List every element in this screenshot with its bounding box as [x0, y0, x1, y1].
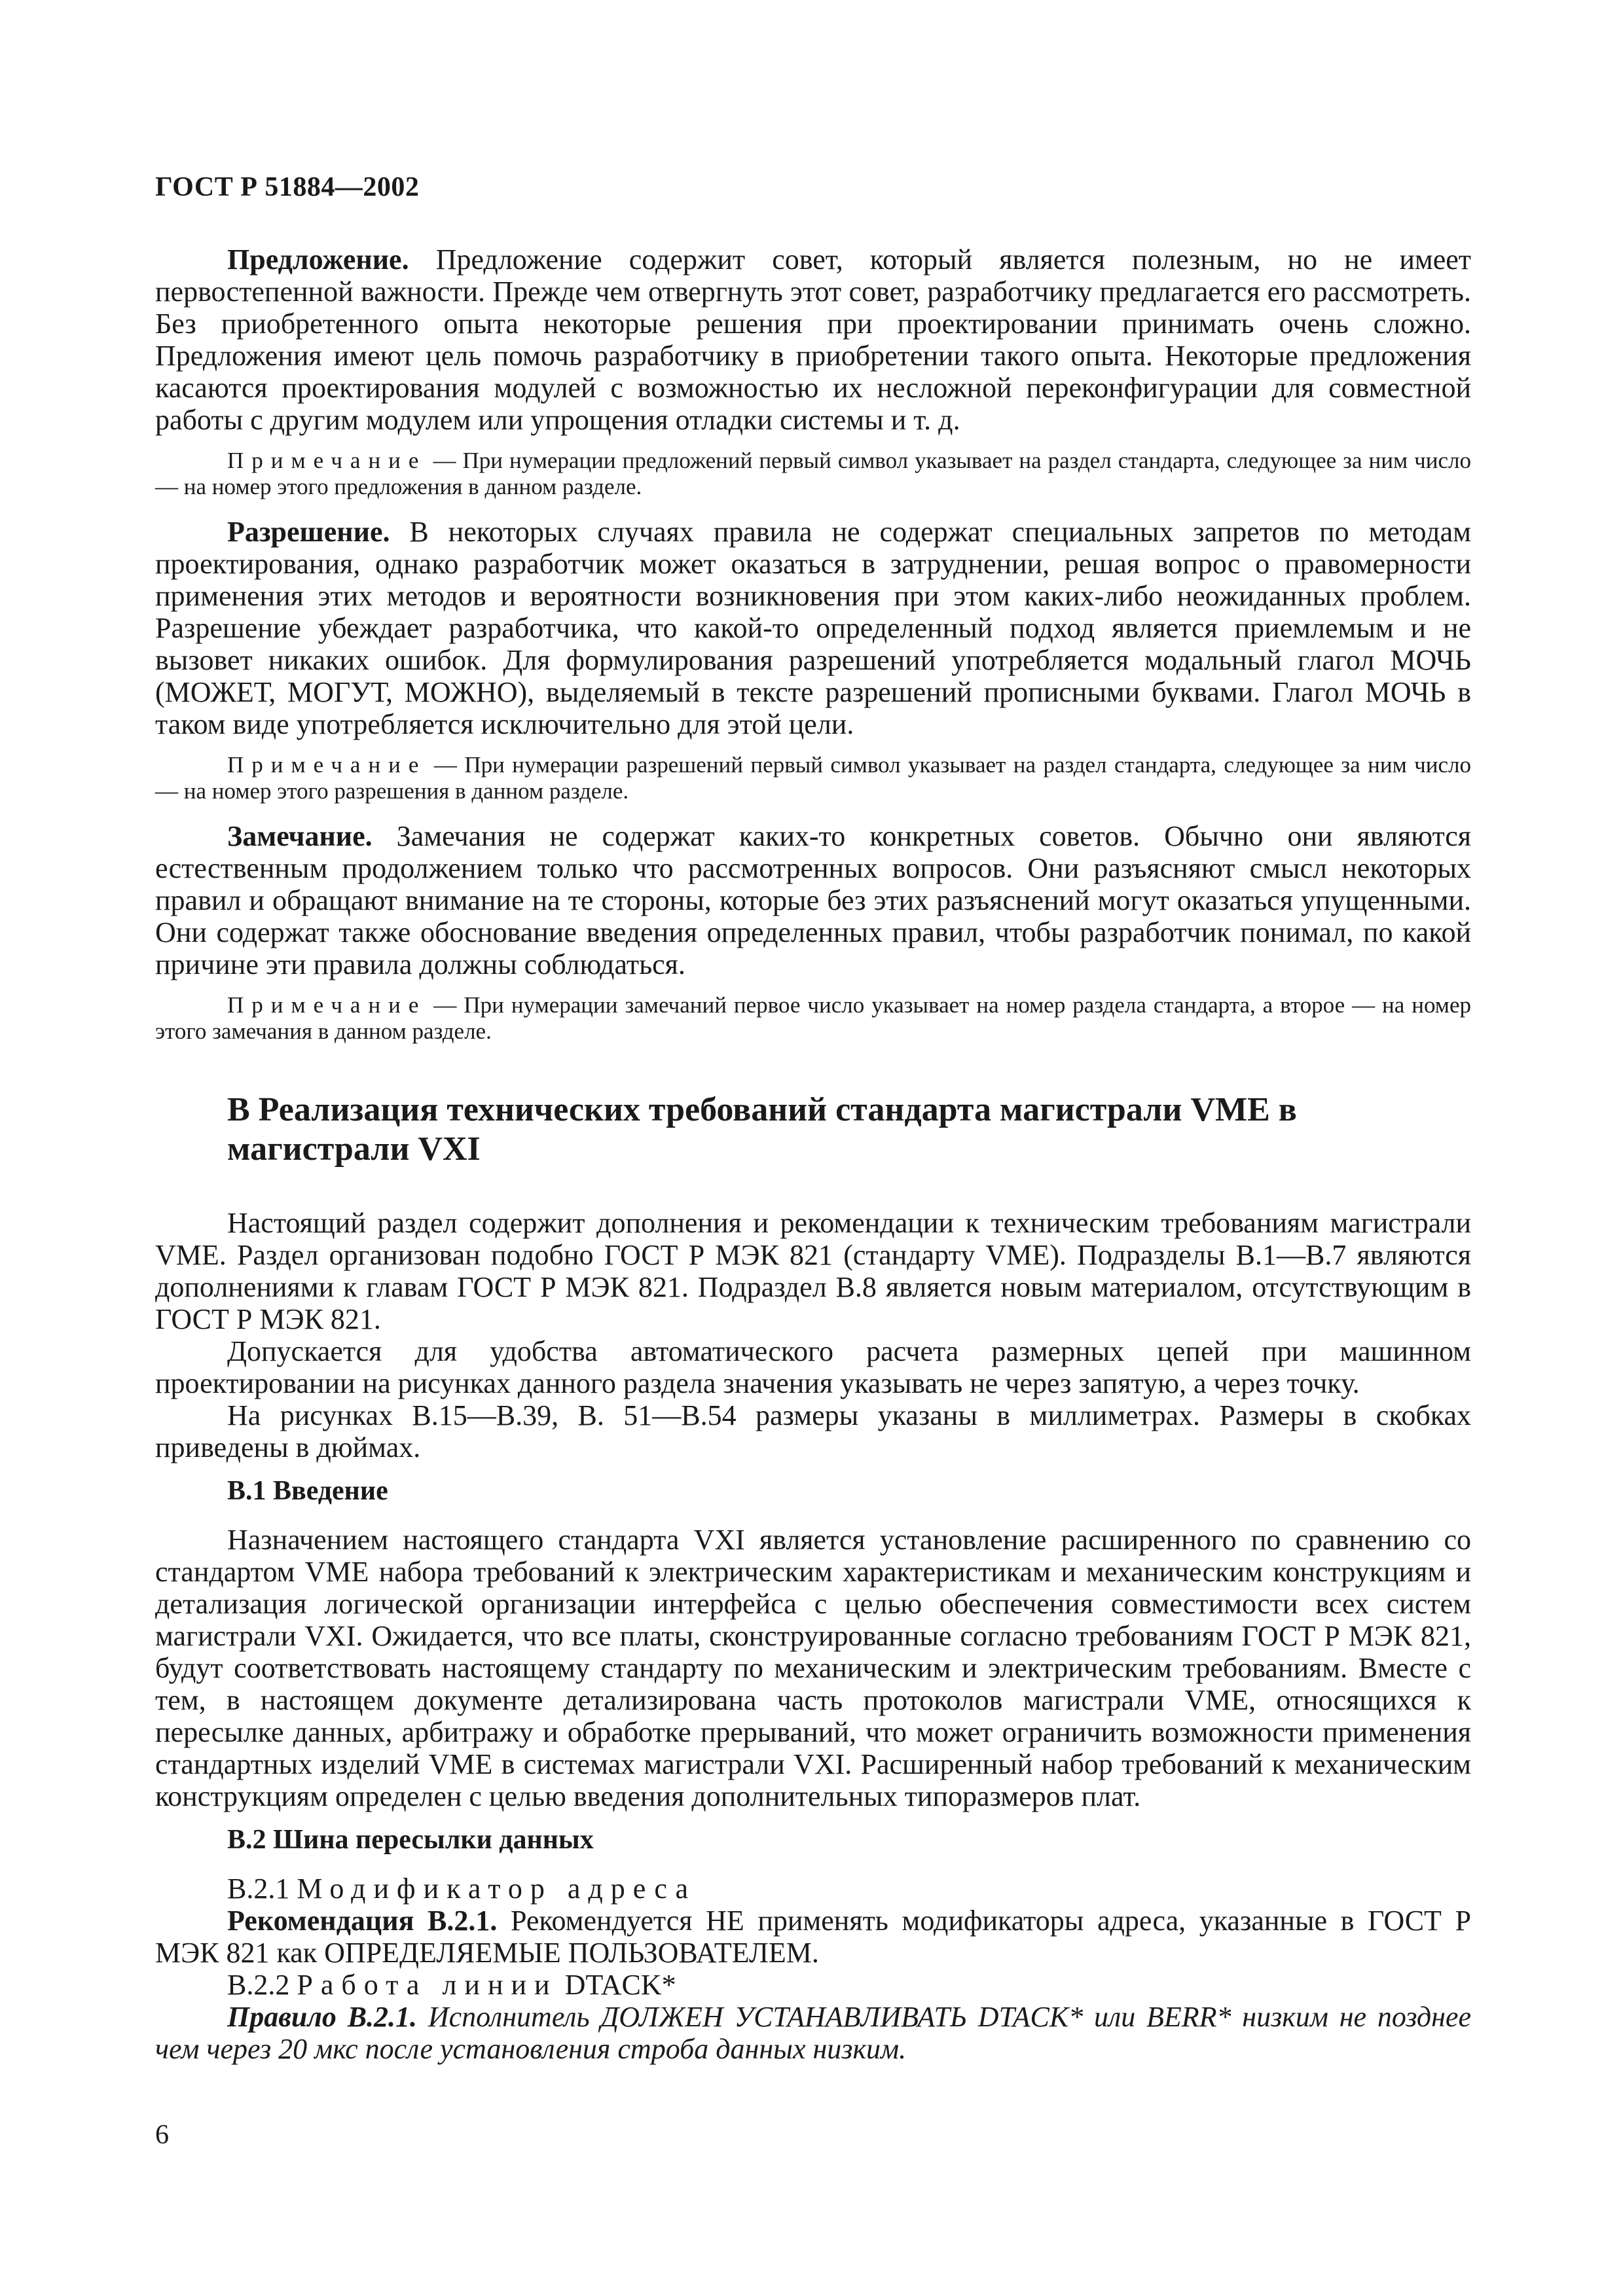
subsection-b2-heading: В.2 Шина пересылки данных	[227, 1825, 594, 1855]
note-text: — При нумерации разрешений первый символ указывает на раздел стандарта, следующее за ним число — на номер этого разрешения в данном разделе.	[155, 752, 1471, 804]
rule-term: Правило В.2.1.	[227, 2001, 418, 2033]
term-remark: Замечание.	[227, 820, 373, 852]
paragraph-text: Замечания не содержат каких-то конкретных советов. Обычно они являются естественным продолжением только что рассмотренных вопросов. Они разъясняют смысл некоторых правил и обращают внимание на те стороны, которые без этих разъяснений могут оказаться упущенными. Они содержат также обоснование введения определенных правил, чтобы разработчик понимал, по какой причине эти правила должны соблюдаться.	[155, 820, 1471, 980]
paragraph-remark	[155, 820, 1471, 980]
document-header: ГОСТ Р 51884—2002	[155, 172, 420, 202]
clause-b21-heading	[155, 1873, 1471, 1905]
note-label: Примечание	[227, 752, 427, 778]
note-permission	[155, 752, 1471, 804]
term-suggestion: Предложение.	[227, 243, 409, 276]
recommendation-b21	[155, 1905, 1471, 1969]
clause-number: В.2.1	[227, 1873, 297, 1905]
subsection-b1-heading: В.1 Введение	[227, 1476, 388, 1506]
note-remark	[155, 992, 1471, 1045]
paragraph-permission	[155, 516, 1471, 740]
subsection-b1-text: Назначением настоящего стандарта VXI является установление расширенного по сравнению со стандартом VME набора требований к электрическим характеристикам и механическим конструкциям и детализация логической организации интерфейса с целью обеспечения совместимости всех систем магистрали VXI. Ожидается, что все платы, сконструированные согласно требованиям ГОСТ Р МЭК 821, будут соответствовать настоящему стандарту по механическим и электрическим требованиям. Вместе с тем, в настоящем документе детализирована часть протоколов магистрали VME, относящихся к пересылке данных, арбитражу и обработке прерываний, что может ограничить возможности применения стандартных изделий VME в системах магистрали VXI. Расширенный набор требований к механическим конструкциям определен с целью введения дополнительных типоразмеров плат.	[155, 1524, 1471, 1812]
page-content	[155, 243, 1471, 2065]
note-label: Примечание	[227, 448, 427, 473]
section-b-intro-3: На рисунках В.15—В.39, В. 51—В.54 размеры указаны в миллиметрах. Размеры в скобках приведены в дюймах.	[155, 1399, 1471, 1463]
note-suggestion	[155, 448, 1471, 500]
recommendation-text: Рекомендуется НЕ применять модификаторы адреса, указанные в ГОСТ Р МЭК 821 как ОПРЕДЕЛЯЕМЫЕ ПОЛЬЗОВАТЕЛЕМ.	[155, 1905, 1471, 1969]
clause-signal: DTACK*	[557, 1969, 676, 2001]
paragraph-text: Предложение содержит совет, который является полезным, но не имеет первостепенной важности. Прежде чем отвергнуть этот совет, разработчику предлагается его рассмотреть. Без приобретенного опыта некоторые решения при проектировании принимать очень сложно. Предложения имеют цель помочь разработчику в приобретении такого опыта. Некоторые предложения касаются проектирования модулей с возможностью их несложной переконфигурации для совместной работы с другим модулем или упрощения отладки системы и т. д.	[155, 243, 1471, 436]
clause-b22-heading	[155, 1969, 1471, 2001]
rule-b21	[155, 2001, 1471, 2065]
clause-title: Работа линии	[297, 1969, 558, 2001]
section-b-title: В Реализация технических требований стандарта магистрали VME в магистрали VXI	[227, 1091, 1297, 1168]
term-permission: Разрешение.	[227, 516, 390, 548]
section-b-intro-1: Настоящий раздел содержит дополнения и рекомендации к техническим требованиям магистрали VME. Раздел организован подобно ГОСТ Р МЭК 821 (стандарту VME). Подразделы В.1—В.7 являются дополнениями к главам ГОСТ Р МЭК 821. Подраздел В.8 является новым материалом, отсутствующим в ГОСТ Р МЭК 821.	[155, 1207, 1471, 1335]
recommendation-term: Рекомендация В.2.1.	[227, 1905, 498, 1937]
note-text: — При нумерации замечаний первое число указывает на номер раздела стандарта, а второе — на номер этого замечания в данном разделе.	[155, 992, 1471, 1044]
page-number: 6	[155, 2120, 169, 2150]
note-text: — При нумерации предложений первый символ указывает на раздел стандарта, следующее за ним число — на номер этого предложения в данном разделе.	[155, 448, 1471, 499]
clause-number: В.2.2	[227, 1969, 297, 2001]
note-label: Примечание	[227, 992, 427, 1018]
paragraph-text: В некоторых случаях правила не содержат специальных запретов по методам проектирования, однако разработчик может оказаться в затруднении, решая вопрос о правомерности применения этих методов и вероятности возникновения при этом каких-либо неожиданных проблем. Разрешение убеждает разработчика, что какой-то определенный подход является приемлемым и не вызовет никаких ошибок. Для формулирования разрешений употребляется модальный глагол МОЧЬ (МОЖЕТ, МОГУТ, МОЖНО), выделяемый в тексте разрешений прописными буквами. Глагол МОЧЬ в таком виде употребляется исключительно для этой цели.	[155, 516, 1471, 740]
clause-title: Модификатор адреса	[297, 1873, 696, 1905]
section-b-intro-2: Допускается для удобства автоматического расчета размерных цепей при машинном проектировании на рисунках данного раздела значения указывать не через запятую, а через точку.	[155, 1335, 1471, 1399]
paragraph-suggestion	[155, 243, 1471, 436]
rule-text: Исполнитель ДОЛЖЕН УСТАНАВЛИВАТЬ DTACK* или BERR* низким не позднее чем через 20 мкс после установления строба данных низким.	[155, 2001, 1471, 2065]
